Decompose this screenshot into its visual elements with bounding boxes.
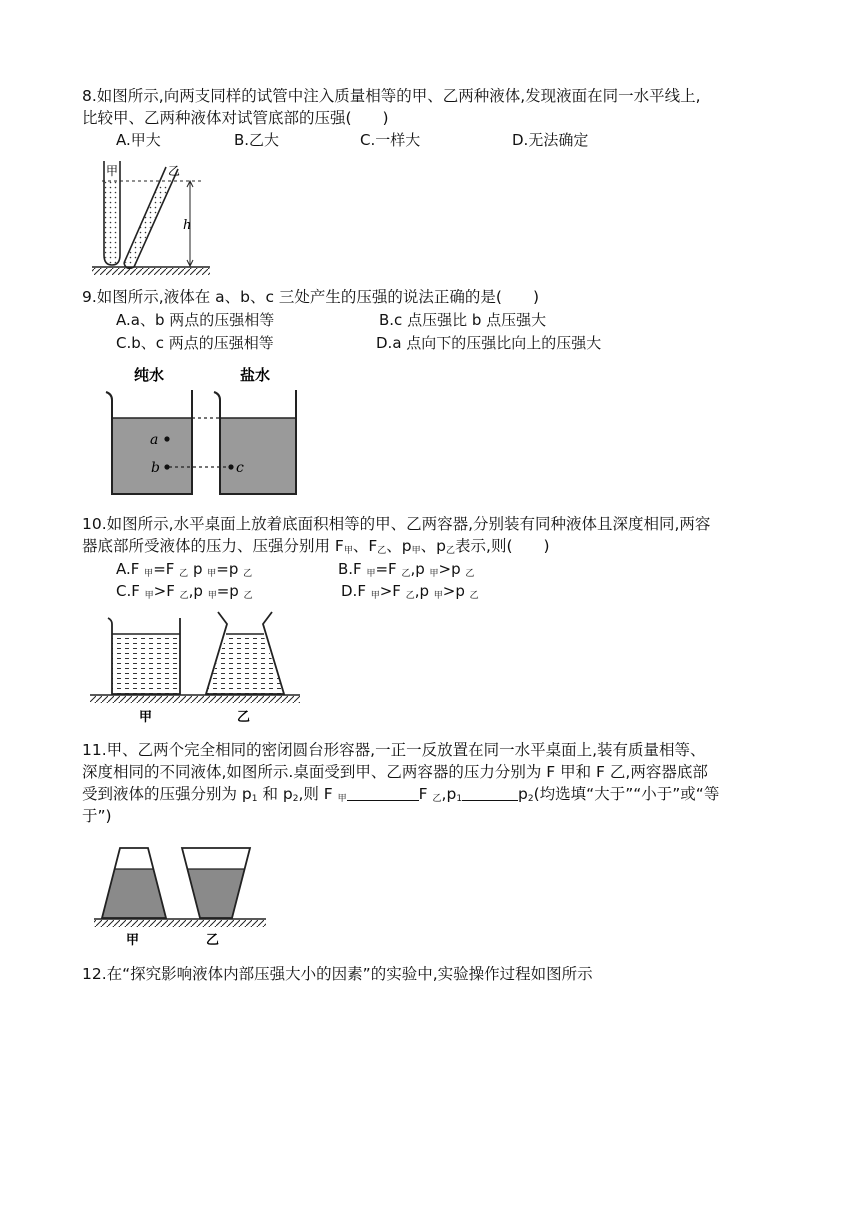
q11-yi-label: 乙 — [206, 933, 220, 948]
q11-blank-force[interactable] — [347, 786, 419, 801]
q8-stem-line2: 比较甲、乙两种液体对试管底部的压强( ) — [82, 109, 389, 127]
q9-option-b: B.c 点压强比 b 点压强大 — [379, 311, 547, 329]
q8-liquid-yi — [125, 185, 170, 267]
q11-stem-line4: 于”) — [82, 807, 112, 825]
q10-jia-label: 甲 — [139, 710, 153, 725]
q11-stem-line3: 受到液体的压强分别为 $p_1$ 和 $p_2$,则 F $_甲$ F $_乙,p_1$ $p_2$(均选填“大于”“小于”或“等 — [82, 785, 720, 804]
q12-stem-line1: 12.在“探究影响液体内部压强大小的因素”的实验中,实验操作过程如图所示 — [82, 965, 593, 983]
q11-liquid-jia — [102, 869, 166, 918]
q9-option-d: D.a 点向下的压强比向上的压强大 — [376, 334, 602, 352]
q9-left-title: 纯水 — [134, 366, 165, 384]
q9-option-a: A.a、b 两点的压强相等 — [116, 311, 275, 329]
q9-stem-line1: 9.如图所示,液体在 a、b、c 三处产生的压强的说法正确的是( ) — [82, 288, 540, 306]
q11-frustum-containers-figure — [90, 830, 270, 948]
q10-option-d: D.F $_甲$>F $_乙$,p $_甲$>p $_乙$ — [341, 582, 479, 601]
q9-pure-water — [112, 418, 192, 494]
q10-liquid-jia — [112, 634, 180, 694]
q9-option-c: C.b、c 两点的压强相等 — [116, 334, 274, 352]
q8-jia-label: 甲 — [106, 164, 119, 178]
q8-option-d: D.无法确定 — [512, 131, 589, 149]
q11-stem-line2: 深度相同的不同液体,如图所示.桌面受到甲、乙两容器的压力分别为 F 甲和 F 乙,两容器底部 — [82, 763, 708, 781]
q11-jia-label: 甲 — [126, 933, 140, 948]
q10-stem-line1: 10.如图所示,水平桌面上放着底面积相等的甲、乙两容器,分别装有同种液体且深度相同,两容 — [82, 515, 711, 533]
q8-option-a: A.甲大 — [116, 131, 161, 149]
q11-blank-pressure[interactable] — [462, 786, 518, 801]
q10-option-b: B.F $_甲$=F $_乙$,p $_甲$>p $_乙$ — [338, 560, 475, 579]
q8-stem-line1: 8.如图所示,向两支同样的试管中注入质量相等的甲、乙两种液体,发现液面在同一水平线上, — [82, 87, 701, 105]
q9-point-b: b — [151, 460, 160, 476]
q8-option-c: C.一样大 — [360, 131, 421, 149]
q9-salt-water — [220, 418, 296, 494]
q10-stem-line2: 器底部所受液体的压力、压强分别用 $F_甲$、$F_乙$、$p_甲$、$p_乙$表示,则( ) — [82, 537, 550, 556]
q8-liquid-jia — [105, 181, 119, 264]
q8-yi-label: 乙 — [168, 164, 181, 178]
q9-beakers-figure — [98, 360, 304, 500]
q9-point-c: c — [236, 460, 244, 476]
q10-yi-label: 乙 — [237, 710, 251, 725]
q8-test-tubes-figure — [88, 155, 218, 277]
q10-containers-figure — [84, 606, 306, 726]
q10-liquid-yi — [206, 634, 284, 694]
q11-liquid-yi — [187, 869, 244, 918]
q10-option-c: C.F $_甲$>F $_乙$,p $_甲$=p $_乙$ — [116, 582, 253, 601]
q8-option-b: B.乙大 — [234, 131, 280, 149]
q10-option-a: A.F $_甲$=F $_乙$ p $_甲$=p $_乙$ — [116, 560, 253, 579]
q11-stem-line1: 11.甲、乙两个完全相同的密闭圆台形容器,一正一反放置在同一水平桌面上,装有质量相等、 — [82, 741, 706, 759]
q9-right-title: 盐水 — [240, 366, 271, 384]
q9-point-a: a — [150, 432, 159, 448]
q8-h-label: h — [183, 218, 192, 233]
